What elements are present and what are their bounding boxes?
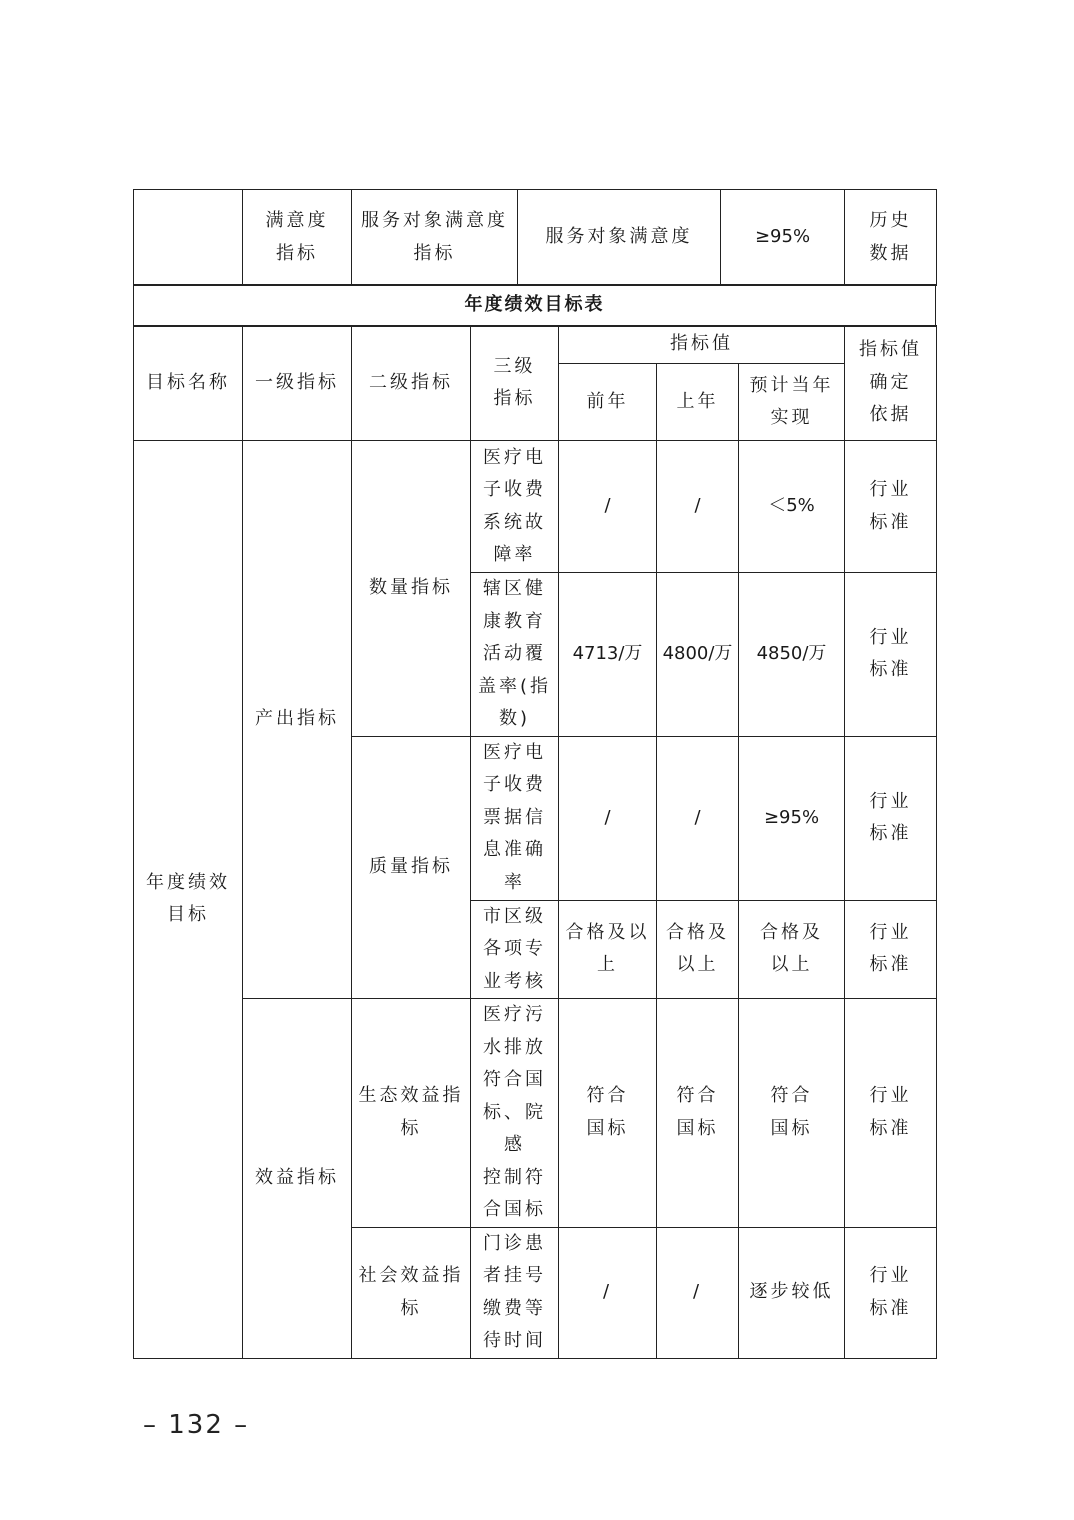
expected-cell [739, 999, 845, 1228]
table-row [134, 999, 937, 1228]
expected-text: 符合 国标 [770, 1085, 813, 1139]
expected-cell [739, 573, 845, 737]
last-text: 合格及 以上 [666, 921, 729, 976]
quantity-subgroup-cell [352, 441, 471, 737]
header-goal-name-text: 目标名称 [146, 371, 230, 393]
basis-text: 行业 标准 [869, 1085, 912, 1139]
level1-text: 满意度 指标 [265, 210, 329, 264]
last-cell [657, 736, 739, 900]
prev-cell [559, 573, 657, 737]
header-level2-text: 二级指标 [369, 371, 453, 393]
expected-text: 合格及 以上 [760, 921, 823, 976]
last-text: / [694, 495, 701, 517]
basis-cell [845, 190, 937, 286]
table-row [134, 441, 937, 573]
level1-cell [243, 190, 352, 286]
goal-name-cell [134, 441, 243, 1359]
expected-cell [739, 900, 845, 999]
quality-subgroup-cell [352, 736, 471, 999]
level3-cell [471, 573, 559, 737]
value-text: ≥95% [754, 226, 811, 248]
last-text: / [694, 806, 701, 828]
basis-cell [845, 573, 937, 737]
header-expected [739, 364, 845, 441]
social-subgroup-text: 社会效益指 标 [358, 1265, 464, 1319]
title-table [133, 284, 936, 327]
performance-table [133, 325, 937, 1359]
last-cell [657, 1227, 739, 1358]
quality-subgroup-text: 质量指标 [369, 856, 453, 877]
prev-text: 合格及以 上 [565, 921, 650, 976]
header-level2 [352, 326, 471, 441]
last-cell [657, 999, 739, 1228]
level3-text: 医疗电 子收费 票据信 息准确 率 [483, 741, 546, 893]
output-group-text: 产出指标 [255, 708, 339, 730]
header-level3 [471, 326, 559, 441]
level3-cell [471, 441, 559, 573]
level3-cell [471, 1227, 559, 1358]
header-last-year-text: 上年 [676, 390, 719, 412]
value-cell [721, 190, 845, 286]
last-text: 4800/万 [662, 643, 733, 664]
header-indicator-value [559, 326, 845, 364]
level3-text: 辖区健 康教育 活动覆 盖率(指 数) [477, 578, 552, 729]
basis-text: 历史 数据 [869, 210, 912, 264]
level2-text: 服务对象满意度 指标 [361, 210, 508, 264]
prev-cell [559, 999, 657, 1228]
level3-cell [471, 900, 559, 999]
header-level3-text: 三级 指标 [493, 355, 536, 409]
level3-text: 服务对象满意度 [545, 226, 693, 248]
basis-text: 行业 标准 [869, 479, 912, 533]
basis-text: 行业 标准 [869, 626, 912, 681]
header-expected-text: 预计当年 实现 [749, 374, 834, 428]
header-row-1 [134, 326, 937, 364]
header-prev-year-text: 前年 [586, 390, 629, 412]
benefit-group-text: 效益指标 [255, 1167, 339, 1188]
expected-cell [739, 441, 845, 573]
prev-text: 4713/万 [572, 643, 643, 664]
header-prev-year [559, 364, 657, 441]
prev-text: / [602, 1281, 613, 1303]
header-last-year [657, 364, 739, 441]
level3-cell [471, 736, 559, 900]
expected-text: ≥95% [763, 806, 820, 828]
prev-cell [559, 736, 657, 900]
last-cell [657, 900, 739, 999]
prev-cell [559, 441, 657, 573]
level3-text: 门诊患 者挂号 缴费等 待时间 [483, 1232, 546, 1351]
basis-text: 行业 标准 [869, 921, 912, 976]
benefit-group-cell [243, 999, 352, 1359]
output-group-cell [243, 441, 352, 999]
last-cell [657, 441, 739, 573]
header-indicator-value-text: 指标值 [670, 333, 733, 355]
level2-cell [352, 190, 518, 286]
expected-cell [739, 736, 845, 900]
level3-text: 市区级 各项专 业考核 [483, 905, 546, 992]
ecological-subgroup-text: 生态效益指 标 [358, 1085, 464, 1139]
prev-text: 符合 国标 [586, 1085, 629, 1139]
quantity-subgroup-text: 数量指标 [369, 577, 453, 598]
level3-cell [518, 190, 721, 286]
social-subgroup-cell [352, 1227, 471, 1358]
basis-cell [845, 1227, 937, 1358]
blank-cell [134, 190, 243, 286]
ecological-subgroup-cell [352, 999, 471, 1228]
basis-cell [845, 441, 937, 573]
expected-text: ＜5% [768, 495, 815, 517]
basis-text: 行业 标准 [869, 1265, 912, 1319]
basis-cell [845, 900, 937, 999]
prev-text: / [604, 806, 611, 828]
prev-cell [559, 1227, 657, 1358]
header-level1-text: 一级指标 [255, 371, 339, 393]
header-basis [845, 326, 937, 441]
last-text: / [692, 1281, 703, 1303]
satisfaction-row [134, 190, 937, 286]
level3-text: 医疗污 水排放 符合国 标、院感 控制符 合国标 [483, 1004, 546, 1220]
header-goal-name [134, 326, 243, 441]
last-cell [657, 573, 739, 737]
prev-cell [559, 900, 657, 999]
header-basis-text: 指标值 确定 依据 [859, 339, 922, 426]
expected-text: 4850/万 [756, 643, 827, 664]
prev-text: / [604, 495, 611, 517]
expected-text: 逐步较低 [749, 1281, 834, 1303]
basis-cell [845, 736, 937, 900]
expected-cell [739, 1227, 845, 1358]
last-text: 符合 国标 [676, 1085, 719, 1139]
page-number: – 132 – [143, 1410, 250, 1440]
basis-text: 行业 标准 [869, 790, 912, 844]
basis-cell [845, 999, 937, 1228]
satisfaction-row-table [133, 189, 937, 286]
level3-cell [471, 999, 559, 1228]
level3-text: 医疗电 子收费 系统故 障率 [483, 446, 546, 565]
header-level1 [243, 326, 352, 441]
goal-name-text: 年度绩效 目标 [146, 871, 230, 926]
table-title: 年度绩效目标表 [134, 285, 936, 327]
